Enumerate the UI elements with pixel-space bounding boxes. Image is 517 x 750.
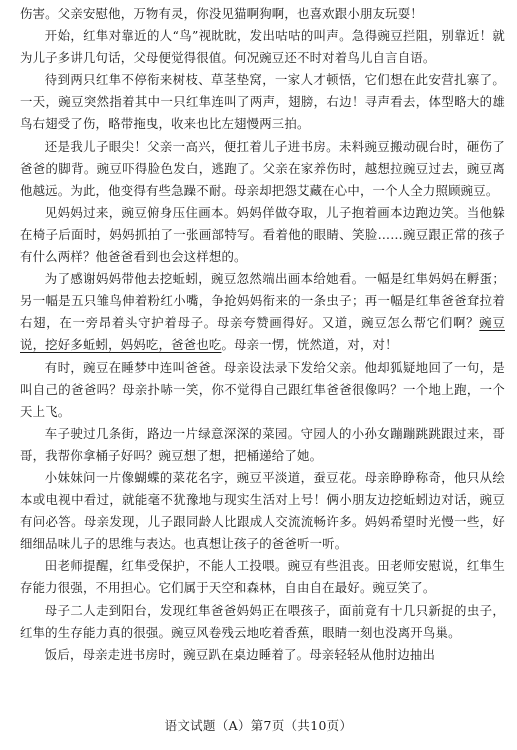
paragraph: 车子驶过几条街，路边一片绿意深深的菜园。守园人的小孙女蹦蹦跳跳跟过来，哥哥，我帮你拿桶子好吗？豌豆想了想，把桶递给了她。: [20, 425, 505, 463]
underlined-sentence: 豌豆说，挖好多蚯蚓，妈妈吃，爸爸也吃: [20, 315, 505, 353]
paragraph: 待到两只红隼不停衔来树枝、草茎垫窝，一家人才顿悟，它们想在此安营扎寨了。一天，豌豆突然指着其中一只红隼连叫了两声，翅膀，右边！寻声看去，体型略大的雄鸟右翅受了伤，略带拖曳，收来也比左翅慢两三拍。: [20, 72, 505, 132]
article-body: [20, 3, 505, 666]
paragraph: 伤害。父亲安慰他，万物有灵，你没见猫啊狗啊，也喜欢跟小朋友玩耍！: [20, 6, 423, 21]
paragraph: 有时，豌豆在睡梦中连叫爸爸。母亲设法录下发给父亲。他却狐疑地回了一句，是叫自己的爸爸吗？母亲扑哧一笑，你不觉得自己跟红隼爸爸很像吗？一个地上跑，一个天上飞。: [20, 359, 505, 419]
paragraph: 开始，红隼对靠近的人“鸟”视眈眈，发出咕咕的叫声。急得豌豆拦阻，别靠近！就为儿子多讲几句话，父母便觉得很值。何况豌豆还不时对着鸟儿自言自语。: [20, 28, 505, 66]
paragraph: 母子二人走到阳台，发现红隼爸爸妈妈正在喂孩子，面前竟有十几只新捉的虫子，红隼的生存能力真的很强。豌豆风卷残云地吃着香蕉，眼睛一刻也没离开鸟巢。: [20, 602, 505, 640]
page-footer: 语文试题（A）第7页（共10页）: [164, 718, 353, 733]
paragraph-text: 。母亲一愣，恍然道，对，对！: [221, 337, 398, 353]
paragraph: 饭后，母亲走进书房时，豌豆趴在桌边睡着了。母亲轻轻从他肘边抽出: [44, 646, 436, 662]
paragraph: 见妈妈过来，豌豆俯身压住画本。妈妈佯做夺取，儿子抱着画本边跑边笑。当他躲在椅子后面时，妈妈抓拍了一张画部特写。看着他的眼睛、笑脸……豌豆跟正常的孩子有什么两样？他爸爸看到也会这样想的。: [20, 204, 505, 265]
paragraph-text: 为了感谢妈妈带他去挖蚯蚓，豌豆忽然端出画本给她看。一幅是红隼妈妈在孵蛋；另一幅是五只雏鸟伸着粉红小嘴，争抢妈妈衔来的一条虫子；再一幅是红隼爸爸耷拉着右翅，在一旁昂着头守护着母子。母亲夸赞画得好。又道，豌豆怎么帮它们啊？: [20, 271, 505, 331]
paragraph: 还是我儿子眼尖！父亲一高兴，便扛着儿子进书房。未料豌豆搬动砚台时，砸伤了爸爸的脚背。豌豆吓得脸色发白，逃跑了。父亲在家养伤时，越想拉豌豆过去，豌豆离他越远。为此，他变得有些急躁不耐。母亲却把怨艾藏在心中，一个人全力照顾豌豆。: [20, 138, 505, 198]
paragraph: 小妹妹问一片像蝴蝶的菜花名字，豌豆平淡道，蚕豆花。母亲睁睁称奇，他只从绘本或电视中看过，就能毫不犹豫地与现实生活对上号！俩小朋友边挖蚯蚓边对话，豌豆有问必答。母亲发现，儿子跟同龄人比跟成人交流流畅许多。妈妈希望时光慢一些，好细细品味儿子的思维与表达。也真想让孩子的爸爸听一听。: [20, 469, 505, 552]
paragraph: [20, 268, 505, 356]
paragraph: 田老师提醒，红隼受保护，不能人工投喂。豌豆有些沮丧。田老师安慰说，红隼生存能力很强，不用担心。它们属于天空和森林，自由自在最好。豌豆笑了。: [20, 558, 505, 596]
